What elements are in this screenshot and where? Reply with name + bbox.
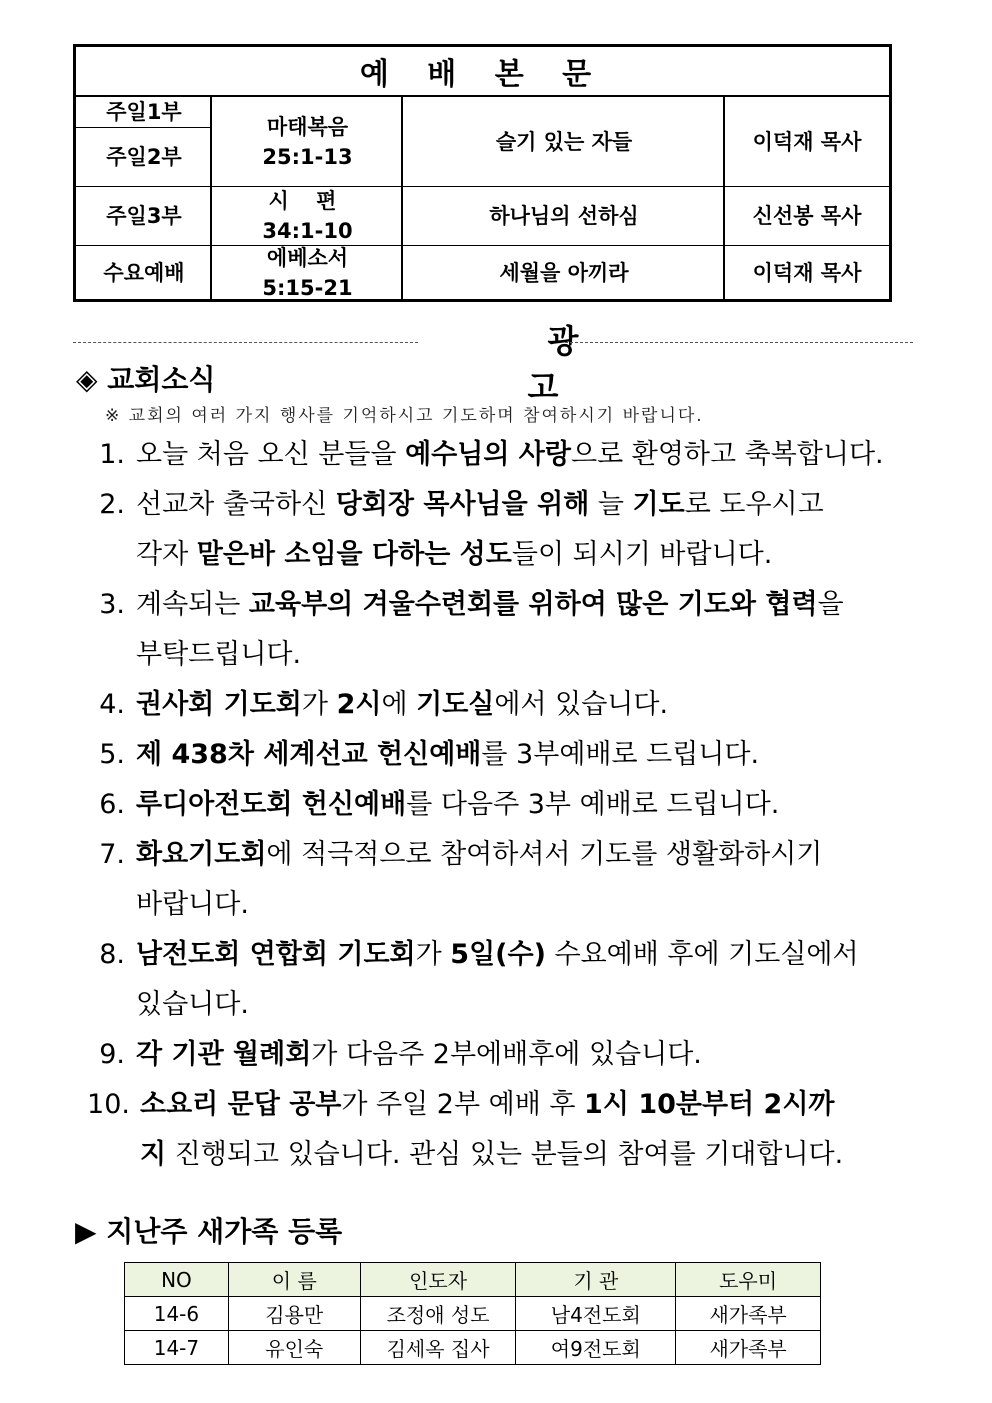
announcement-text: 남전도회 연합회 기도회가 5일(수) 수요예배 후에 기도실에서 (136, 939, 859, 970)
announcement-text: 각자 맡은바 소임을 다하는 성도들이 되시기 바랍니다. (136, 539, 773, 570)
scripture (212, 97, 403, 186)
announcement-text: 계속되는 교육부의 겨울수련회를 위하여 많은 기도와 협력을 (136, 589, 844, 620)
worship-table (73, 44, 892, 302)
preacher: 이덕재 목사 (752, 260, 862, 285)
scripture-ref: 25:1-13 (262, 144, 353, 169)
preacher: 이덕재 목사 (752, 129, 862, 154)
announcement-text: 각 기관 월례회가 다음주 2부에배후에 있습니다. (136, 1039, 702, 1070)
header-helper: 도우미 (676, 1263, 821, 1297)
registration-title: ▶ 지난주 새가족 등록 (75, 1215, 343, 1248)
sermon-title: 하나님의 선하심 (489, 204, 639, 228)
worship-table-title: 예 배 본 문 (76, 47, 889, 97)
announcement-text: 제 438차 세계선교 헌신예배를 3부예배로 드립니다. (136, 739, 760, 770)
announcement-number: 6. (99, 789, 125, 820)
announcement-text: 부탁드립니다. (136, 639, 302, 670)
sermon-title: 슬기 있는 자들 (495, 129, 633, 154)
cell-group: 남4전도회 (516, 1297, 676, 1331)
cell-name: 김용만 (228, 1297, 360, 1331)
announcement-text: 바랍니다. (136, 889, 249, 920)
table-header-row (125, 1263, 821, 1297)
announcement-text: 지 진행되고 있습니다. 관심 있는 분들의 참여를 기대합니다. (140, 1139, 844, 1170)
scripture-ref: 5:15-21 (262, 275, 353, 300)
announcement-text: 루디아전도회 헌신예배를 다음주 3부 예배로 드립니다. (136, 789, 780, 820)
worship-row (76, 246, 889, 299)
announcement-number: 1. (99, 439, 125, 470)
cell-group: 여9전도회 (516, 1331, 676, 1365)
cell-no: 14-7 (125, 1331, 229, 1365)
preacher: 신선봉 목사 (752, 204, 862, 228)
church-news-title: ◈ 교회소식 (76, 363, 216, 396)
announcement-number: 3. (99, 589, 125, 620)
scripture-book: 시 편 (268, 189, 347, 213)
worship-row (76, 187, 889, 246)
cell-helper: 새가족부 (676, 1297, 821, 1331)
announcement-number: 5. (99, 739, 125, 770)
registration-table (124, 1262, 821, 1365)
announcement-number: 4. (99, 689, 125, 720)
cell-no: 14-6 (125, 1297, 229, 1331)
table-row (125, 1331, 821, 1365)
cell-guide: 조정애 성도 (360, 1297, 516, 1331)
table-row (125, 1297, 821, 1331)
header-guide: 인도자 (360, 1263, 516, 1297)
announcement-text: 화요기도회에 적극적으로 참여하셔서 기도를 생활화하시기 (136, 839, 823, 870)
announcement-text: 소요리 문답 공부가 주일 2부 예배 후 1시 10분부터 2시까 (140, 1089, 835, 1120)
service-name: 수요예배 (103, 260, 185, 285)
announcement-text: 권사회 기도회가 2시에 기도실에서 있습니다. (136, 689, 669, 720)
scripture-ref: 34:1-10 (262, 219, 353, 243)
announcement-number: 10. (87, 1089, 130, 1120)
scripture (212, 187, 403, 245)
header-group: 기 관 (516, 1263, 676, 1297)
scripture (212, 246, 403, 299)
announcement-number: 7. (99, 839, 125, 870)
header-name: 이 름 (228, 1263, 360, 1297)
scripture-book: 에베소서 (266, 245, 349, 270)
announcement-text: 있습니다. (136, 989, 249, 1020)
announcement-text: 선교차 출국하신 당회장 목사님을 위해 늘 기도로 도우시고 (136, 489, 824, 520)
announcement-number: 9. (99, 1039, 125, 1070)
cell-name: 유인숙 (228, 1331, 360, 1365)
service-name: 주일2부 (106, 144, 182, 169)
cell-helper: 새가족부 (676, 1331, 821, 1365)
header-no: NO (125, 1263, 229, 1297)
announcements-title: 광고 (527, 322, 619, 406)
sermon-title: 세월을 아끼라 (499, 260, 629, 285)
worship-row (76, 97, 889, 187)
church-news-note: ※ 교회의 여러 가지 행사를 기억하시고 기도하며 참여하시기 바랍니다. (105, 406, 704, 426)
service-name: 주일1부 (106, 100, 182, 124)
announcement-number: 2. (99, 489, 125, 520)
cell-guide: 김세옥 집사 (360, 1331, 516, 1365)
announcement-text: 오늘 처음 오신 분들을 예수님의 사랑으로 환영하고 축복합니다. (136, 439, 884, 470)
announcement-number: 8. (99, 939, 125, 970)
service-name: 주일3부 (106, 204, 182, 228)
scripture-book: 마태복음 (266, 114, 349, 139)
